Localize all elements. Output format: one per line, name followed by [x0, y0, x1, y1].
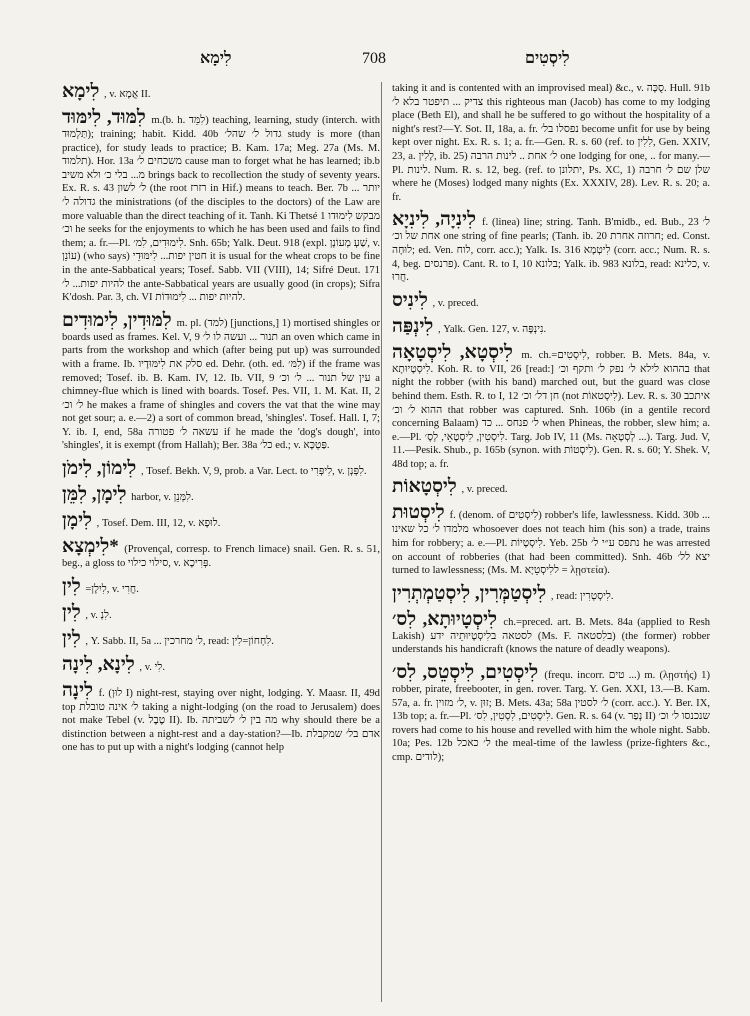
entry-headword: לִימָן, לִמֵּן [62, 484, 127, 506]
entry-definition: harbor, v. לִמְּנֵן. [131, 492, 194, 504]
dictionary-entry [62, 485, 380, 505]
dictionary-entry [392, 317, 710, 337]
entry-definition: m.(b. h. לִמֵּד) teaching, learning, study (interch. with תַּלְמוּד); training; habit. Kidd. 40b גדול ל׳ שהל׳ study is more (than practice), for study leads to practice; B. Kam. 17a; Meg. 27a (Ms. M. תלמוד). Hor. 13a משכחים ל׳ cause man to forget what he has learned; ib.b מ... בלי כ׳ ולא משיב brings back to recollection the study of seventy years. Ex. R. s. 43 ל׳ לשון (the root רזרז in Hif.) means to teach. Ber. 7b יותר ... גדולה ל׳ the ministrations (of the disciples to the doctors) of the Law are more valuable than the direct teaching of it. Tanh. Ki Thetsé 1 מבקש לִימוּדו וכ׳ he seeks for the enjoyments to which he has been used and fails to find them; a. fr.—Pl. לִימוּדִים, לִמ׳. Snh. 65b; Yalk. Deut. 918 (expl. שַׁעְ מְעוֹנְן, v. עוֹנֵן) (who says) חטין יפות... לִימּוּדֵי it is usual for the wheat crops to be fine in the ante-Sabbatical years; Tosef. Sabb. VII (VIII), 14; Sifré Deut. 171 להיות יפות... ל׳ the ante-Sabbatical years are usually good (in crops); Sifra K'dosh. Par. 3, ch. VI להיות יפות ... לִימוּדוֹת. [62, 115, 380, 304]
entry-definition: , v. לִי. [139, 661, 165, 673]
entry-definition: f. (linea) line; string. Tanh. B'midb., ed. Bub., 23 ל׳ אחת של וכ׳ one string of fine pearls; (Tanh. ib. 20 חרוזה אחרת; ed. Const. לוּחָה; ed. Ven. לוח, corr. acc.); Yalk. Is. 316 לִיטְמָא (corr. acc.; Num. R. s. 4, beg. פרנסים). Cant. R. to I, 10 בלונא; Yalk. ib. 983 בלונא, read: כלינא, v. חֲרוּ. [392, 217, 710, 284]
dictionary-entry [62, 655, 380, 675]
dictionary-entry [62, 108, 380, 305]
dictionary-entry [392, 663, 710, 765]
entry-definition: =לִיִלָן, v. חֲרִי. [85, 583, 139, 595]
entry-headword: לִיסְטָא, לִיסְטָאָה [392, 341, 513, 363]
right-column [392, 82, 710, 1007]
dictionary-entry [62, 311, 380, 453]
header-right-word: לִיסְטִים [525, 50, 570, 67]
entry-definition: , Tosef. Dem. III, 12, v. לוּפָא. [96, 518, 221, 530]
dictionary-entry [62, 681, 380, 755]
entry-definition: , v. אֲמָא II. [104, 89, 151, 100]
entry-headword: לִין [62, 575, 81, 597]
dictionary-entry [62, 537, 380, 571]
entry-headword: לִימוֹן, לִימֹן [62, 458, 137, 480]
dictionary-entry [392, 610, 710, 657]
left-column [62, 82, 380, 1007]
entry-definition: , v. לִנְ. [85, 609, 112, 621]
dictionary-entry [392, 503, 710, 577]
entry-headword: לִימָן [62, 510, 92, 532]
entry-definition: , v. preced. [432, 297, 479, 309]
entry-definition: , read: לִיסְטְרִין. [550, 590, 614, 602]
entry-headword: לִינָה [62, 679, 93, 701]
entry-headword: לִימְצָא* [62, 536, 119, 558]
dictionary-entry [392, 477, 710, 497]
entry-definition: , v. preced. [461, 484, 508, 496]
entry-definition: ch.=preced. art. B. Mets. 84a (applied to Resh Lakish) לסטאה בלִיסְטָיוּתֵיה ידע (Ms. F. בלִסטאה) (the former) robber understands his handicraft (knows the nature of deadly weapons). [392, 616, 710, 656]
dictionary-entry [392, 82, 710, 204]
entry-headword: לִיסְטַמְּרִין, לִיסְטַמְתְרִין [392, 582, 547, 604]
page-number: 708 [362, 50, 386, 67]
entry-headword: לִינִיָה, לִינִיָא [392, 209, 476, 231]
dictionary-entry [392, 584, 710, 604]
entry-headword: לִמּוּדִין, לִימוּדִים [62, 309, 172, 331]
entry-headword: לִמּוּד, לִימּוּד [62, 107, 146, 128]
entry-definition: (Provençal, corresp. to French limace) snail. Gen. R. s. 51, beg., a gloss to סילוי כילוי, v. פְּרִיכָא. [62, 544, 380, 570]
entry-definition: f. (לוּן I) night-rest, staying over night, lodging. Y. Maasr. II, 49d top ל׳ אינה טובלת taking a night-lodging (on the road to Jerusalem) does not make Tebel (v. טֶבֶל II). Ib. מה בין ל׳ לשביתה why should there be a distinction between a night-rest and a day-station?—Ib. אדם בל׳ שמקבלת one has to put up with a night's lodging (cannot help [62, 687, 380, 754]
entry-headword: לִיסְטָאוֹת [392, 476, 457, 498]
dictionary-entry [62, 511, 380, 531]
dictionary-entry [62, 629, 380, 649]
entry-definition: (frequ. incorr. טים ...) m. (λῃστής) 1) robber, pirate, freebooter, in gen. rover. Targ. Y. Gen. XXI, 13.—B. Kam. 57a, a. fr. ל׳ מזוין, v. זוּן; B. Mets. 43a; 58a ל׳ לסטין (corr. acc.). Y. Ber. IX, 13b top; a. fr.—Pl. לִיסְטִים, לִסְטִין, לִס׳. Gen. R. s. 64 (v. נְפַר II) שנכנסו ל׳ וכ׳ rovers had come to his house and revelled with him the whole night. Sabb. 10a; Pes. 12b ל׳ כאכל the meal-time of the lawless (prize-fighters &c., cmp. לודים); [392, 670, 710, 763]
entry-headword: לִינָא, לִינָה [62, 653, 135, 675]
entry-headword: לִין [62, 627, 81, 649]
entry-definition: , Yalk. Gen. 127, v. נִינְפָּה. [437, 323, 547, 335]
dictionary-entry [392, 210, 710, 284]
dictionary-entry [392, 343, 710, 472]
page-header [0, 50, 750, 72]
entry-definition: taking it and is contented with an improvised meal) &c., v. סֻכָּה. Hull. 91b צדיק ... תיפטר בלא ל׳ this righteous man (Jacob) has come to my lodging place (Beth El), and shall he be suffered to go without the hospitality of a night's rest?—Y. Sot. II, 18a, a. fr. נפסלו בל׳ become unfit for use by being kept over night. Ex. R. s. 1; a. fr.—Gen. R. s. 60 (ref. to לִלִין, Gen. XXIV, 23, a. לָלִין, ib. 25) ל׳ אחת .. לינות הרבה one lodging for one, .. for many.—Pl. לינות. Num. R. s. 12, beg. (ref. to יתלונן, Ps. XC, 1) שלן שם ל׳ חרבה where he (Moses) lodged many nights (Ex. XXXIV, 28). Lev. R. s. 20; a. fr. [392, 83, 710, 203]
entry-headword: לִינִיס [392, 289, 428, 311]
entry-headword: לִיסְטִים, לִיסְטֵס, לִס׳ [392, 662, 539, 684]
entry-definition: m. ch.=לִיסְטִים, robber. B. Mets. 84a, v. לִיסְטָיוּתָא. Koh. R. to VII, 26 [read:] בההוא לילא ל׳ נפק ל׳ ותקף וכ׳ that night the robber (with his band) marched out, but the guard was close behind them. Esth. R. to I, 12 חן דל׳ וכ׳ (not לִיסְטאוֹת). Lev. R. s. 30 איתכב ההוא ל׳ וכ׳ that robber was captured. Snh. 106b (in a gentile record concerning Balaam) ל׳ פנחס ... כד when Phineas, the robber, slew him; a. e.—Pl. לִיסְטִין, לִיסְטָאֵי, לְסָ׳. Targ. Job IV, 11 (Ms. לְסְטָאָה ...). Targ. Jud. V, 11.—Pesik. Shub., p. 165b (synon. with לִיסְטוֹת). Gen. R. s. 60; Y. Shek. V, 48d top; a. fr. [392, 349, 710, 470]
entry-headword: לִינְפַּה [392, 315, 434, 337]
entry-definition: m. pl. (למד) [junctions,] 1) mortised shingles or boards used as frames. Kel. V, 9 תנור ... ועשה לו ל׳ an oven which came in parts from the workshop and which (after being put up) was surrounded with a frame. Ib. סלק את לִימּוּדָיו ed. Dehr. (oth. ed. לִמּ׳) if the frame was removed; Tosef. ib. B. Kam. IV, 12. Ib. VII, 9 עין של תנור ... ל׳ וכ׳ a chimney-flue which is lined with boards. Tosef. Pes. VII, 1. M. Kat. II, 2 ל׳ וכ׳ he makes a frame of shingles and covers the vat that the wine may not get sour; a. e.—2) a sort of common bread, 'shingles'. Tosef. Hall. I, 7; Y. ib. I, end, 58a עשאה ל׳ פטורה if he made the 'dog's dough', into 'shingles', it is exempt (from Hallah); Ber. 38a כל׳ ed.; v. פַּטְכָּא. [62, 317, 380, 452]
entry-headword: לִיסְטָיוּתָא, לִס׳ [392, 608, 498, 630]
dictionary-entry [62, 82, 380, 102]
header-left-word: לִימָא [200, 50, 232, 67]
dictionary-entry [392, 291, 710, 311]
entry-definition: , Tosef. Bekh. V, 9, prob. a Var. Lect. to לִיפְּרִי, v. לִפְּנְן. [140, 466, 367, 478]
entry-headword: לִיסְטוּת [392, 502, 445, 524]
entry-definition: , Y. Sabb. II, 5a ... ל׳ מחרכין, read: לִחְחוֹן=לִין. [85, 635, 274, 647]
dictionary-entry [62, 603, 380, 623]
entry-headword: לִין [62, 601, 81, 623]
entry-definition: f. (denom. of לִיסְטִים) robber's life, lawlessness. Kidd. 30b ... מלמדו ל׳ כל שאינו whosoever does not teach him (his son) a trade, trains him for robbery; a. e.—Pl. לִיסְטָיוֹת. Yeb. 25b נתפס ע״י ל׳ he was arrested on account of robberies (that had been committed). Snh. 46b יצא לל׳ turned to lawlessness; (Ms. M. ללִיסְטֵיָא = λῃστεία). [392, 510, 710, 577]
column-divider [381, 82, 382, 1002]
dictionary-entry [62, 577, 380, 597]
entry-headword: לִימָא [62, 82, 100, 102]
dictionary-entry [62, 459, 380, 479]
